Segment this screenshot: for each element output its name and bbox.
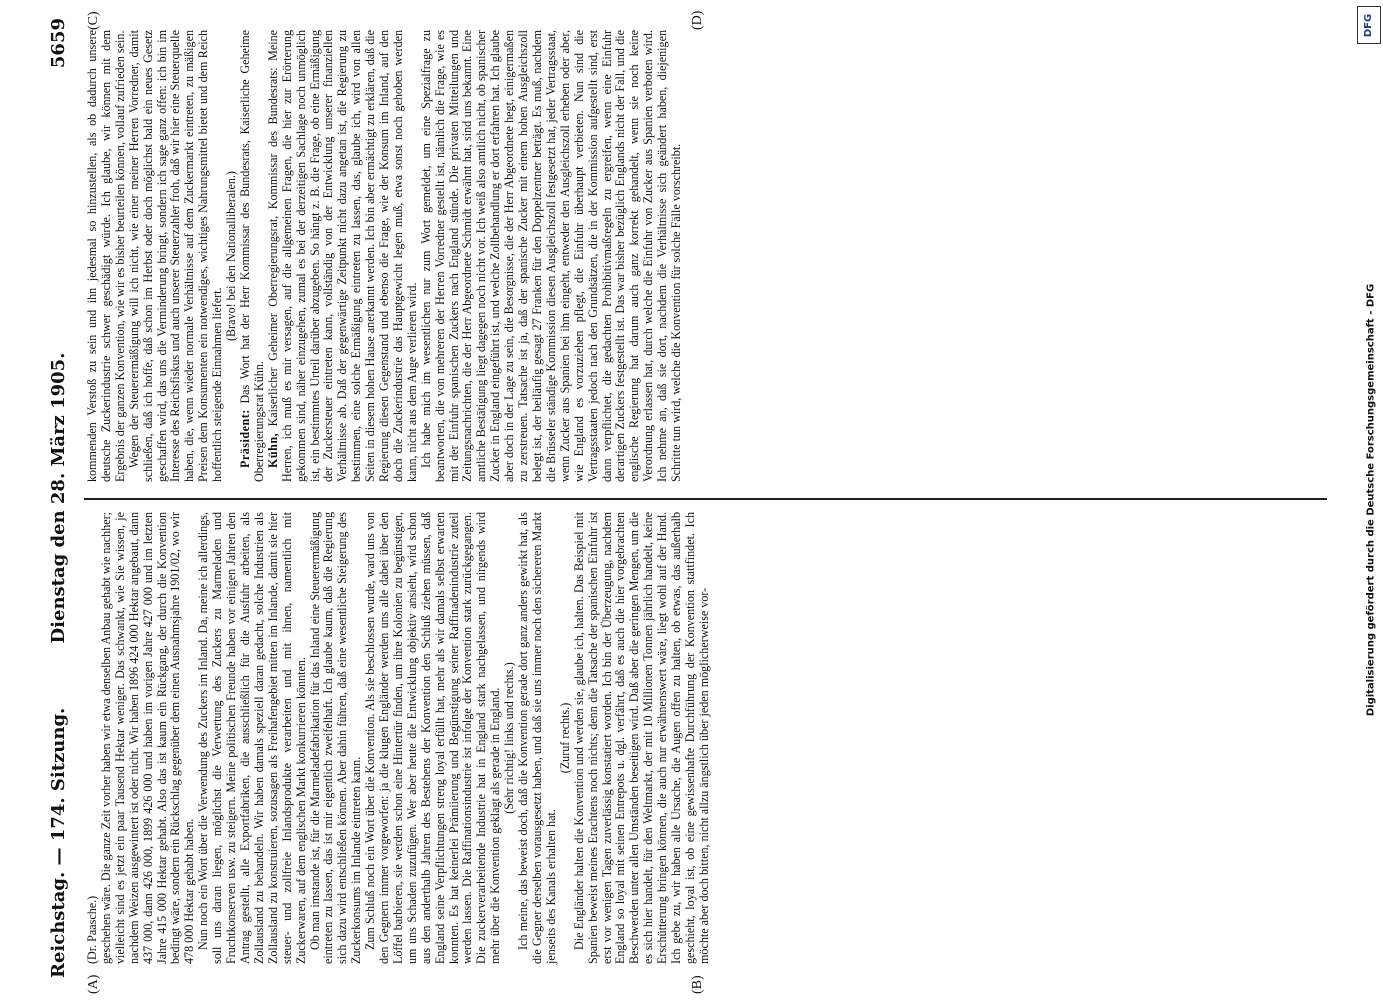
right-text-column bbox=[86, 30, 684, 482]
digitization-credit bbox=[1355, 0, 1383, 1000]
kuehn-statement bbox=[267, 30, 420, 482]
interjection: (Zuruf rechts.) bbox=[557, 702, 572, 774]
paragraph: Wegen der Steuerermäßigung will ich nicht, wie einer meiner Herren Vorredner, damit schließen, daß ich hoffe, daß schon im Herbst oder doch möglichst bald ein neues Gesetz geschaffen wird, das uns die Verminderung bringt, sondern ich sage ganz offen: ich bin im Interesse des Reichsfiskus und auch unserer Steuerzahler froh, daß wir hier eine Steuerquelle haben, die, wenn wieder normale Verhältnisse auf dem Zuckermarkt eintreten, zu mäßigen Preisen dem Konsumenten ein notwendiges, wichtiges Nahrungsmittel bietet und dem Reich hoffentlich steigende Einnahmen liefert. bbox=[126, 30, 225, 482]
column-divider bbox=[84, 498, 1327, 500]
paragraph: Ich meine, das beweist doch, daß die Konvention gerade dort ganz anders gewirkt hat, als die Gegner derselben vorausgesetzt haben, und daß sie uns immer noch den sichereren Markt jenseits des Kanals erhalten hat. bbox=[516, 512, 558, 964]
speaker-reference: (Dr. Paasche.) bbox=[85, 895, 99, 964]
paragraph: Nun noch ein Wort über die Verwendung des Zuckers im Inland. Da, meine ich allerdings, soll uns daran liegen, möglichst die Verwertung des Zuckers zu Marmeladen und Fruchtkonserven usw. zu steigern. Meine politischen Freunde haben vor einigen Jahren den Antrag gestellt, alle Exportfabriken, die ausschließlich für die Ausfuhr arbeiten, als Zollausland zu behandeln. Wir haben damals speziell daran gedacht, solche Industrien als Zollausland zu konstruieren, sozusagen als Freihafengebiet mitten im Inlande, damit sie hier steuer- und zollfreie Inlandsprodukte verarbeiten und mit ihnen, namentlich mit Zuckerwaren, auf dem englischen Markt konkurrieren könnten. bbox=[196, 512, 308, 964]
paragraph: kommenden Verstoß zu sein und ihn jedesmal so hinzustellen, als ob dadurch unsere deutsche Zuckerindustrie schwer geschädigt würde. Ich glaube, wir können mit dem Ergebnis der ganzen Konvention, wie wir es bisher beurteilen können, vollauf zufrieden sein. bbox=[85, 30, 127, 482]
speaker-name: Präsident: bbox=[237, 409, 252, 468]
left-text-column bbox=[86, 512, 712, 964]
margin-marker-a: (A) bbox=[86, 974, 101, 994]
paragraph: Die Engländer halten die Konvention und werden sie, glaube ich, halten. Das Beispiel mit Spanien beweist meines Erachtens noch nichts; denn die Tatsache der spanischen Einfuhr ist erst vor wenigen Tagen zuverlässig konstatiert worden. Ich bin der Überzeugung, nachdem England so loyal mit seinen Entrepots u. dgl. verfährt, daß es auch die hier vorgebrachten Beschwerden unter allen Umständen beseitigen wird. Daß aber die geringen Mengen, um die es sich hier handelt, für den Weltmarkt, der mit 10 Millionen Tonnen jährlich handelt, keine Erschütterung bringen können, die auch nur erwähnenswert wäre, liegt wohl auf der Hand. Ich gebe zu, wir haben alle Ursache, die Augen offen zu halten, ob etwas, das außerhalb geschieht, loyal ist, ob eine gewissenhafte Durchführung der Konvention stattfindet. Ich möchte aber doch bitten, nicht allzu ängstlich über jeden möglicherweise vor- bbox=[571, 512, 711, 964]
paragraph: Ich habe mich im wesentlichen nur zum Wort gemeldet, um eine Spezialfrage zu beantworten, die von mehreren der Herren Vorredner gestellt ist, nämlich die Frage, wie es mit der Einfuhr spanischen Zuckers nach England stünde. Die privaten Mitteilungen und Zeitungsnachrichten, die der Herr Abgeordnete Schmidt erwähnt hat, sind uns bekannt. Eine amtliche Bestätigung liegt dagegen noch nicht vor. Ich weiß also amtlich nicht, ob spanischer Zucker in England eingeführt ist, und welche Zollbehandlung er dort erfahren hat. Ich glaube aber doch in der Lage zu sein, die Besorgnisse, die der Herr Abgeordnete hegt, einigermaßen zu zerstreuen. Tatsache ist ja, daß der spanische Zucker mit einem hohen Ausgleichszoll belegt ist, der beiläufig gesagt 27 Franken für den Doppelzentner beträgt. Es muß, nachdem die Brüsseler ständige Kommission diesen Ausgleichszoll festgesetzt hat, jeder Vertragsstaat, wenn Zucker aus Spanien bei ihm eingeht, entweder den Ausgleichszoll erheben oder aber, wie England es vorzuziehen pflegt, die Einfuhr überhaupt verbieten. Nun sind die Vertragsstaaten jedoch nach den Grundsätzen, die in der Kommission aufgestellt sind, erst dann verpflichtet, die gedachten Prohibitivmaßregeln zu ergreifen, wenn eine Einfuhr derartigen Zuckers festgestellt ist. Das war bisher bezüglich Englands nicht der Fall, und die englische Regierung hat darum auch ganz korrekt gehandelt, wenn sie noch keine Verordnung erlassen hat, durch welche die Einfuhr von Zucker aus Spanien verboten wird. Ich nehme an, daß sie dort, nachdem die Verhältnisse sich geändert haben, diejenigen Schritte tun wird, welche die Konvention für solche Fälle vorschreibt. bbox=[418, 30, 684, 482]
page-header bbox=[40, 18, 80, 978]
margin-marker-c: (C) bbox=[86, 11, 101, 30]
president-statement bbox=[239, 30, 267, 482]
header-date: Dienstag den 28. März 1905. bbox=[48, 352, 69, 644]
credit-text: Digitalisierung gefördert durch die Deutsche Forschungsgemeinschaft - DFG bbox=[1365, 283, 1377, 717]
statement-text: Das Wort hat der Herr Kommissar des Bundesrats, Kaiserliche Geheime Oberregierungsrat Kühn. bbox=[237, 30, 266, 482]
margin-marker-b: (B) bbox=[690, 975, 705, 994]
dfg-logo: DFG bbox=[1357, 6, 1381, 44]
margin-marker-d: (D) bbox=[690, 10, 705, 30]
interjection: (Sehr richtig! links und rechts.) bbox=[502, 662, 517, 814]
statement-text: Kaiserlicher Geheimer Oberregierungsrat, Kommissar des Bundesrats: Meine Herren, ich muß es mir versagen, auf die allgemeinen Fragen, die hier zur Erörterung gekommen sind, näher einzugehen, zumal es bei der derzeitigen Sachlage noch unmöglich ist, ein bestimmtes Urteil darüber abzugeben. So hängt z. B. die Frage, ob eine Ermäßigung der Zuckersteuer eintreten kann, vollständig von der Entwicklung unserer finanziellen Verhältnisse ab. Daß der gegenwärtige Zeitpunkt nicht dazu angetan ist, die Regierung zu bestimmen, eine solche Ermäßigung eintreten zu lassen, das, glaube ich, wird von allen Seiten in diesem hohen Hause anerkannt werden. Ich bin aber ermächtigt zu erklären, daß die Regierung diesen Gegenstand und ebenso die Frage, wie der Konsum im Inland, auf den doch die Zuckerindustrie das Hauptgewicht legen muß, etwa sonst noch gehoben werden kann, nicht aus dem Auge verlieren wird. bbox=[265, 30, 419, 482]
header-left-title: Reichstag. — 174. Sitzung. bbox=[48, 707, 69, 978]
paragraph: Ob man imstande ist, für die Marmeladefabrikation für das Inland eine Steuerermäßigung eintreten zu lassen, das ist mir eigentlich zweifelhaft. Ich glaube kaum, daß die Regierung sich dazu wird entschließen können. Aber dahin führen, daß eine wesentliche Steigerung des Zuckerkonsums im Inlande eintreten kann. bbox=[307, 512, 364, 964]
interjection: (Bravo! bei den Nationalliberalen.) bbox=[224, 171, 239, 341]
page-number: 5659 bbox=[48, 18, 69, 69]
paragraph: Zum Schluß noch ein Wort über die Konvention. Als sie beschlossen wurde, ward uns von den Gegnern immer vorgeworfen: ja die klugen Engländer werden uns alle dabei über den Löffel barbieren, sie werden schon eine Hintertür finden, um ihre Kolonien zu begünstigen, um uns Schaden zuzufügen. Wer aber heute die Entwicklung objektiv ansieht, wird schon aus den anderthalb Jahren des Bestehens der Konvention den Schluß ziehen müssen, daß England seine Verpflichtungen streng loyal erfüllt hat, mehr als wir damals selbst erwarten konnten. Es hat keinerlei Prämiierung und Begünstigung seiner Raffinadenindustrie zuteil werden lassen. Die Raffinationsindustrie ist infolge der Konvention stark zurückgegangen. Die zuckerverarbeitende Industrie hat in England stark nachgelassen, und nirgends wird mehr über die Konvention geklagt als gerade in England. bbox=[363, 512, 503, 964]
paragraph: geschehen wäre. Die ganze Zeit vorher haben wir etwa denselben Anbau gehabt wie nachher; vielleicht sind es jetzt ein paar Tausend Hektar weniger. Das schwankt, wie Sie wissen, je nachdem Weizen ausgewintert ist oder nicht. Wir haben 1896 424 000 Hektar angebaut, dann 437 000, dann 426 000, 1899 426 000 und haben im vorigen Jahre 427 000 und im letzten Jahre 415 000 Hektar gehabt. Also das ist kaum ein Rückgang, der durch die Konvention bedingt wäre, sondern ein Rückschlag gegenüber dem einen Ausnahmsjahre 1901/02, wo wir 478 000 Hektar gehabt haben. bbox=[98, 512, 197, 964]
speaker-name: Kühn, bbox=[265, 432, 280, 468]
